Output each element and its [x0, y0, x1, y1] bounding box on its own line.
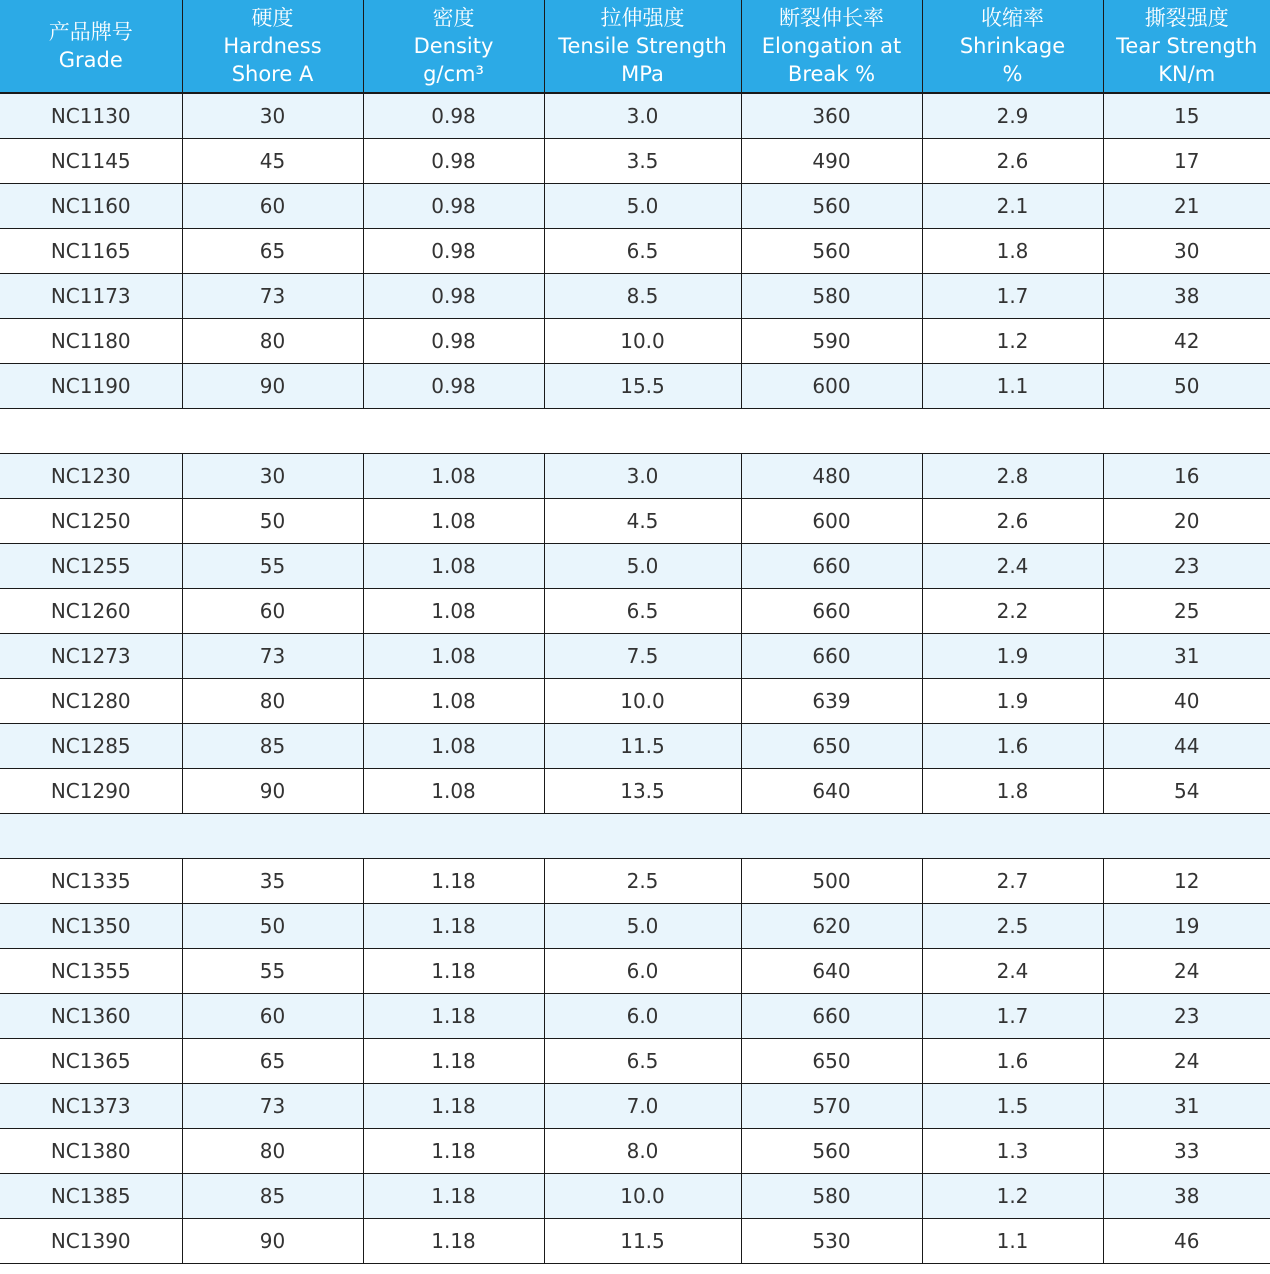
table-cell: 10.0 — [544, 679, 741, 724]
table-cell: 3.5 — [544, 139, 741, 184]
table-row — [0, 229, 1270, 274]
table-cell: 11.5 — [544, 1219, 741, 1264]
table-cell: 73 — [182, 1084, 363, 1129]
table-cell: 639 — [741, 679, 922, 724]
table-cell: 1.1 — [922, 1219, 1103, 1264]
table-cell: 38 — [1103, 1174, 1270, 1219]
table-row — [0, 1084, 1270, 1129]
table-cell: 15 — [1103, 93, 1270, 139]
table-cell: 1.18 — [363, 949, 544, 994]
table-cell: 90 — [182, 1219, 363, 1264]
table-cell: 3.0 — [544, 454, 741, 499]
header-hardness — [182, 0, 363, 93]
header-chinese-label: 硬度 — [251, 6, 294, 30]
table-cell: 6.5 — [544, 229, 741, 274]
table-cell: 40 — [1103, 679, 1270, 724]
table-row — [0, 544, 1270, 589]
table-cell: 50 — [1103, 364, 1270, 409]
table-row — [0, 679, 1270, 724]
table-cell: 1.6 — [922, 724, 1103, 769]
table-cell: 31 — [1103, 634, 1270, 679]
table-cell: NC1160 — [0, 184, 182, 229]
table-cell: 0.98 — [363, 93, 544, 139]
table-cell: 1.08 — [363, 499, 544, 544]
table-cell: 8.5 — [544, 274, 741, 319]
table-cell: 31 — [1103, 1084, 1270, 1129]
table-cell: 45 — [182, 139, 363, 184]
table-cell: 1.2 — [922, 1174, 1103, 1219]
table-cell: 15.5 — [544, 364, 741, 409]
table-cell: 1.08 — [363, 679, 544, 724]
table-cell: NC1365 — [0, 1039, 182, 1084]
table-cell: NC1380 — [0, 1129, 182, 1174]
table-cell: 6.0 — [544, 949, 741, 994]
table-row — [0, 184, 1270, 229]
table-cell: 30 — [182, 454, 363, 499]
table-cell: 23 — [1103, 544, 1270, 589]
header-english-label: Shore A — [231, 62, 314, 86]
table-cell: NC1390 — [0, 1219, 182, 1264]
table-cell: 60 — [182, 994, 363, 1039]
table-cell: 85 — [182, 724, 363, 769]
table-cell: 10.0 — [544, 319, 741, 364]
table-cell: 0.98 — [363, 139, 544, 184]
table-cell: 0.98 — [363, 184, 544, 229]
table-row — [0, 274, 1270, 319]
table-cell: 2.4 — [922, 949, 1103, 994]
header-chinese-label: 收缩率 — [981, 6, 1044, 30]
table-cell: 6.5 — [544, 589, 741, 634]
table-cell: 580 — [741, 1174, 922, 1219]
table-cell: 1.18 — [363, 1174, 544, 1219]
table-row — [0, 1219, 1270, 1264]
table-cell: 8.0 — [544, 1129, 741, 1174]
table-cell: 1.3 — [922, 1129, 1103, 1174]
header-grade — [0, 0, 182, 93]
table-cell: 0.98 — [363, 364, 544, 409]
table-cell: 7.0 — [544, 1084, 741, 1129]
table-cell: 65 — [182, 1039, 363, 1084]
table-cell: 44 — [1103, 724, 1270, 769]
table-cell: 660 — [741, 634, 922, 679]
table-cell: 2.6 — [922, 499, 1103, 544]
table-cell: NC1285 — [0, 724, 182, 769]
table-cell: 1.8 — [922, 769, 1103, 814]
table-cell: 1.08 — [363, 544, 544, 589]
table-cell: 2.6 — [922, 139, 1103, 184]
table-cell: 500 — [741, 859, 922, 904]
table-cell: 24 — [1103, 1039, 1270, 1084]
table-cell: 1.6 — [922, 1039, 1103, 1084]
table-row — [0, 364, 1270, 409]
table-cell: 80 — [182, 319, 363, 364]
table-cell: NC1173 — [0, 274, 182, 319]
table-cell: 1.18 — [363, 1129, 544, 1174]
header-english-label: Grade — [58, 48, 123, 72]
header-english-label: Shrinkage — [959, 34, 1066, 58]
group-separator-row — [0, 814, 1270, 859]
table-row — [0, 859, 1270, 904]
header-english-label: MPa — [621, 62, 664, 86]
table-cell: 660 — [741, 994, 922, 1039]
table-cell: 17 — [1103, 139, 1270, 184]
table-cell: 1.9 — [922, 679, 1103, 724]
table-cell: 1.18 — [363, 994, 544, 1039]
table-cell: 660 — [741, 544, 922, 589]
table-cell: 1.08 — [363, 634, 544, 679]
table-cell: 55 — [182, 949, 363, 994]
table-cell: 1.1 — [922, 364, 1103, 409]
table-cell: 590 — [741, 319, 922, 364]
table-cell: NC1180 — [0, 319, 182, 364]
table-cell: NC1230 — [0, 454, 182, 499]
table-row — [0, 724, 1270, 769]
table-cell: 1.7 — [922, 994, 1103, 1039]
table-cell: 80 — [182, 679, 363, 724]
table-cell: 19 — [1103, 904, 1270, 949]
table-cell: 600 — [741, 364, 922, 409]
table-cell: NC1130 — [0, 93, 182, 139]
table-row — [0, 634, 1270, 679]
table-cell: 620 — [741, 904, 922, 949]
header-chinese-label: 拉伸强度 — [600, 6, 685, 30]
table-cell: NC1335 — [0, 859, 182, 904]
table-cell: 1.18 — [363, 1219, 544, 1264]
table-cell: 42 — [1103, 319, 1270, 364]
table-cell: NC1260 — [0, 589, 182, 634]
table-cell: 5.0 — [544, 904, 741, 949]
table-row — [0, 1039, 1270, 1084]
table-cell: NC1165 — [0, 229, 182, 274]
table-header — [0, 0, 1270, 93]
table-cell: 1.9 — [922, 634, 1103, 679]
header-english-label: % — [1002, 62, 1023, 86]
table-cell: 4.5 — [544, 499, 741, 544]
table-row — [0, 949, 1270, 994]
table-cell: 490 — [741, 139, 922, 184]
table-cell: 1.5 — [922, 1084, 1103, 1129]
table-row — [0, 1129, 1270, 1174]
table-cell: 0.98 — [363, 319, 544, 364]
table-row — [0, 319, 1270, 364]
table-cell: 2.7 — [922, 859, 1103, 904]
table-cell: 360 — [741, 93, 922, 139]
table-row — [0, 589, 1270, 634]
header-english-label: Elongation at — [761, 34, 902, 58]
table-cell: 1.08 — [363, 724, 544, 769]
table-cell: 2.1 — [922, 184, 1103, 229]
header-shrinkage — [922, 0, 1103, 93]
table-cell: 480 — [741, 454, 922, 499]
table-cell: NC1360 — [0, 994, 182, 1039]
header-tear-strength — [1103, 0, 1270, 93]
table-cell: 600 — [741, 499, 922, 544]
header-english-label: Tear Strength — [1116, 34, 1258, 58]
table-cell: 1.18 — [363, 1084, 544, 1129]
table-cell: 65 — [182, 229, 363, 274]
header-english-label: KN/m — [1158, 62, 1216, 86]
table-cell: 560 — [741, 184, 922, 229]
table-row — [0, 93, 1270, 139]
table-cell: NC1373 — [0, 1084, 182, 1129]
table-cell: 30 — [1103, 229, 1270, 274]
table-cell: 1.08 — [363, 769, 544, 814]
table-cell: 2.2 — [922, 589, 1103, 634]
header-english-label: Hardness — [223, 34, 322, 58]
table-row — [0, 454, 1270, 499]
table-cell: 2.5 — [922, 904, 1103, 949]
table-cell: 33 — [1103, 1129, 1270, 1174]
table-cell: 23 — [1103, 994, 1270, 1039]
table-cell: NC1280 — [0, 679, 182, 724]
table-cell: 60 — [182, 589, 363, 634]
table-cell: NC1273 — [0, 634, 182, 679]
table-cell: 30 — [182, 93, 363, 139]
table-cell: 46 — [1103, 1219, 1270, 1264]
table-cell: 1.08 — [363, 454, 544, 499]
table-cell: 2.4 — [922, 544, 1103, 589]
table-cell: 650 — [741, 724, 922, 769]
table-cell: 12 — [1103, 859, 1270, 904]
table-cell: 660 — [741, 589, 922, 634]
group-separator-row — [0, 409, 1270, 454]
table-cell: NC1255 — [0, 544, 182, 589]
separator-cell — [0, 814, 1270, 859]
table-cell: 1.18 — [363, 1039, 544, 1084]
table-cell: 11.5 — [544, 724, 741, 769]
table-cell: 80 — [182, 1129, 363, 1174]
header-row — [0, 0, 1270, 93]
header-elongation — [741, 0, 922, 93]
table-cell: NC1145 — [0, 139, 182, 184]
table-cell: 560 — [741, 1129, 922, 1174]
table-cell: 530 — [741, 1219, 922, 1264]
table-cell: 13.5 — [544, 769, 741, 814]
table-cell: 640 — [741, 769, 922, 814]
table-cell: 1.18 — [363, 904, 544, 949]
table-cell: 25 — [1103, 589, 1270, 634]
table-cell: 73 — [182, 274, 363, 319]
table-row — [0, 499, 1270, 544]
table-cell: 16 — [1103, 454, 1270, 499]
table-cell: 35 — [182, 859, 363, 904]
table-cell: 24 — [1103, 949, 1270, 994]
table-cell: 55 — [182, 544, 363, 589]
table-cell: 580 — [741, 274, 922, 319]
table-cell: 1.08 — [363, 589, 544, 634]
table-cell: 1.8 — [922, 229, 1103, 274]
table-cell: 570 — [741, 1084, 922, 1129]
separator-cell — [0, 409, 1270, 454]
header-english-label: Density — [413, 34, 494, 58]
table-cell: NC1385 — [0, 1174, 182, 1219]
header-chinese-label: 产品牌号 — [48, 20, 133, 44]
table-body — [0, 93, 1270, 1264]
header-english-label: g/cm³ — [423, 62, 484, 86]
table-cell: 90 — [182, 769, 363, 814]
header-english-label: Break % — [787, 62, 876, 86]
table-cell: 2.9 — [922, 93, 1103, 139]
table-cell: 1.7 — [922, 274, 1103, 319]
table-cell: 6.5 — [544, 1039, 741, 1084]
table-cell: 20 — [1103, 499, 1270, 544]
table-cell: 50 — [182, 499, 363, 544]
table-cell: 560 — [741, 229, 922, 274]
table-cell: 85 — [182, 1174, 363, 1219]
table-cell: 54 — [1103, 769, 1270, 814]
table-cell: 60 — [182, 184, 363, 229]
table-cell: 2.5 — [544, 859, 741, 904]
table-row — [0, 1174, 1270, 1219]
header-chinese-label: 断裂伸长率 — [779, 6, 884, 30]
header-chinese-label: 密度 — [432, 6, 475, 30]
table-cell: NC1355 — [0, 949, 182, 994]
table-cell: NC1190 — [0, 364, 182, 409]
table-cell: 640 — [741, 949, 922, 994]
table-row — [0, 994, 1270, 1039]
table-row — [0, 904, 1270, 949]
header-english-label: Tensile Strength — [558, 34, 727, 58]
table-cell: 2.8 — [922, 454, 1103, 499]
table-cell: 5.0 — [544, 544, 741, 589]
table-cell: 1.18 — [363, 859, 544, 904]
table-cell: NC1290 — [0, 769, 182, 814]
table-cell: 0.98 — [363, 229, 544, 274]
table-row — [0, 139, 1270, 184]
table-cell: 90 — [182, 364, 363, 409]
table-cell: 38 — [1103, 274, 1270, 319]
table-cell: 73 — [182, 634, 363, 679]
header-chinese-label: 撕裂强度 — [1144, 6, 1229, 30]
table-cell: 3.0 — [544, 93, 741, 139]
table-cell: 5.0 — [544, 184, 741, 229]
table-cell: 1.2 — [922, 319, 1103, 364]
table-cell: 50 — [182, 904, 363, 949]
table-row — [0, 769, 1270, 814]
table-cell: NC1250 — [0, 499, 182, 544]
header-tensile-strength — [544, 0, 741, 93]
table-cell: 10.0 — [544, 1174, 741, 1219]
table-cell: 6.0 — [544, 994, 741, 1039]
table-cell: NC1350 — [0, 904, 182, 949]
table-cell: 0.98 — [363, 274, 544, 319]
table-cell: 21 — [1103, 184, 1270, 229]
table-cell: 7.5 — [544, 634, 741, 679]
table-cell: 650 — [741, 1039, 922, 1084]
header-density — [363, 0, 544, 93]
